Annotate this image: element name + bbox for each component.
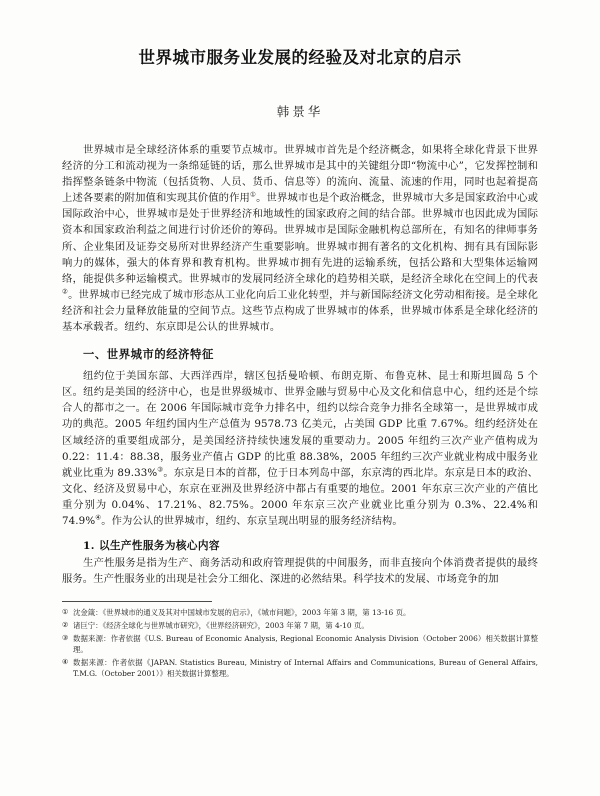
footnote-item <box>62 657 538 680</box>
footnote-text: 沈金箴：《世界城市的通义及其对中国城市发展的启示》，《城市问题》，2003 年第 3 期，第 13-16 页。 <box>73 608 411 618</box>
subsection-heading-1: 1. 以生产性服务为核心内容 <box>83 540 220 553</box>
author-name: 韩景华 <box>276 104 324 119</box>
footnote-marker: ④ <box>62 657 69 666</box>
paragraph-intro: 世界城市是全球经济体系的重要节点城市。世界城市首先是个经济概念，如果将全球化背景下世界经济的分工和流动视为一条绵延链的话，那么世界城市是其中的关键组分即“物流中心”，它发挥控制和指挥整条链条中物流（包括货物、人员、货币、信息等）的流向、流量、流速的作用，同时也起着提高上述各要素的附加值和实现其价值的作用①。世界城市也是个政治概念，世界城市大多是国家政治中心或国际政治中心，世界城市是处于世界经济和地域性的国家政府之间的结合部。世界城市也因此成为国际资本和国家政治利益之间进行讨价还价的筹码。世界城市是国际金融机构总部所在，有知名的律师事务所、企业集团及证券交易所对世界经济产生重要影响。世界城市拥有著名的文化机构、拥有具有国际影响力的媒体，强大的体育界和教育机构。世界城市拥有先进的运输系统，包括公路和大型集体运输网络，能提供多种运输模式。世界城市的发展同经济全球化的趋势相关联，是经济全球化在空间上的代表②。世界城市已经完成了城市形态从工业化向后工业化转型，并与新国际经济文化劳动相衔接。是全球化经济和社会力量释放能量的空间节点。这些节点构成了世界城市的体系，世界城市体系是全球化经济的基本承载者。纽约、东京即是公认的世界城市。 <box>62 144 538 334</box>
footnote-text: 数据来源：作者依据《U.S. Bureau of Economic Analysis, Regional Economic Analysis Division（October 2006）相关数据计算整理。 <box>73 633 538 655</box>
page-title: 世界城市服务业发展的经验及对北京的启示 <box>138 48 462 67</box>
footnote-divider <box>62 601 212 602</box>
section-heading-1: 一、世界城市的经济特征 <box>83 347 214 362</box>
footnote-marker: ① <box>62 608 69 617</box>
footnote-text: 诸巨宁：《经济全球化与世界城市研究》，《世界经济研究》，2003 年第 7 期，第 4-10 页。 <box>73 621 369 631</box>
footnote-marker: ② <box>62 621 69 630</box>
paragraph-section-1: 纽约位于美国东部、大西洋西岸，辖区包括曼哈顿、布朗克斯、布鲁克林、昆士和斯坦圆岛 5 个区。纽约是美国的经济中心，也是世界级城市、世界金融与贸易中心及文化和信息中心，纽约还是个综合人的都市之一。在 2006 年国际城市竞争力排名中，纽约以综合竞争力排名全球第一，是世界城市成功的典范。2005 年纽约国内生产总值为 9578.73 亿美元，占美国 GDP 比重 7.67%。纽约经济处在区域经济的重要组成部分，是美国经济持续快速发展的重要动力。2005 年纽约三次产业产值构成为 0.22：11.4：88.38，服务业产值占 GDP 的比重 88.38%，2005 年纽约三次产业就业构成中服务业就业比重为 89.33%③。东京是日本的首都，位于日本列岛中部，东京湾的西北岸。东京是日本的政治、文化、经济及贸易中心，东京在亚洲及世界经济中都占有重要的地位。2001 年东京三次产业的产值比重分别为 0.04%、17.21%、82.75%。2000 年东京三次产业就业比重分别为 0.3%、22.4%和 74.9%④。作为公认的世界城市，纽约、东京呈现出明显的服务经济结构。 <box>62 370 538 527</box>
paragraph-subsection-1: 生产性服务是指为生产、商务活动和政府管理提供的中间服务，而非直接向个体消费者提供的最终服务。生产性服务业的出现是社会分工细化、深进的必然结果。科学技术的发展、市场竞争的加 <box>62 557 538 586</box>
footnote-item <box>62 633 538 656</box>
footnote-text: 数据来源：作者依据《JAPAN. Statistics Bureau, Ministry of Internal Affairs and Communications, Bureau of General Affairs, T.M.G.（October 2001）》相关数据计算整理。 <box>73 657 538 679</box>
footnote-item <box>62 607 538 618</box>
footnote-list <box>62 607 538 679</box>
footnote-item <box>62 620 538 631</box>
footnote-marker: ③ <box>62 633 69 642</box>
